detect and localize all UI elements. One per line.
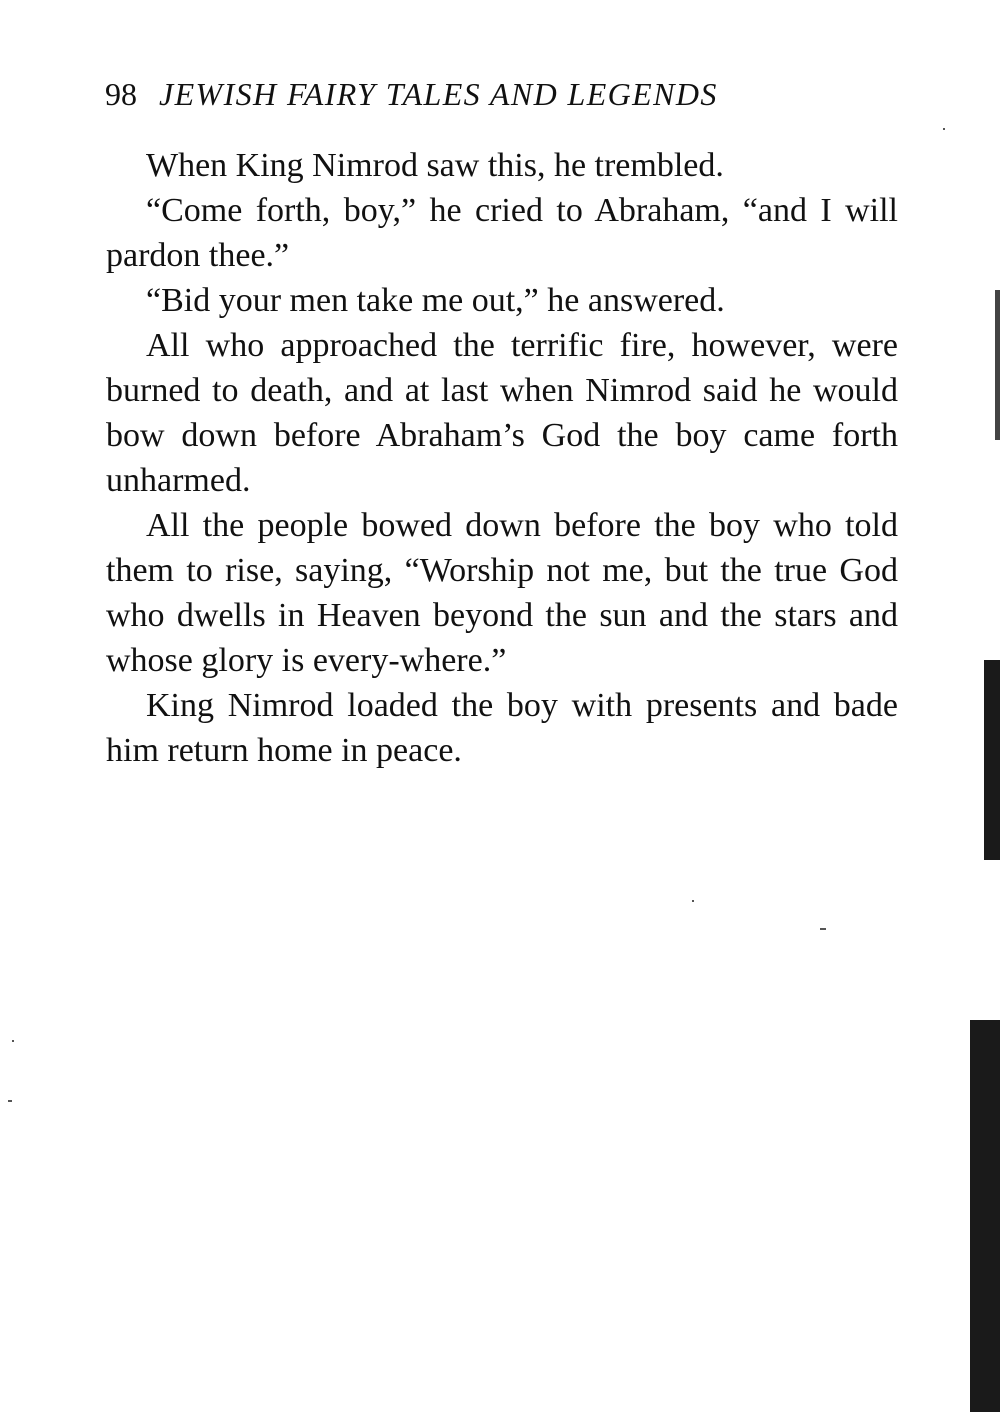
book-title: JEWISH FAIRY TALES AND LEGENDS <box>159 76 718 112</box>
paragraph-people-bowed: All the people bowed down before the boy who told them to rise, saying, “Worship not me, but the true God who dwells in Heaven beyond the sun and the stars and whose glory is every-where.” <box>106 507 898 679</box>
scan-edge-middle <box>984 660 1000 860</box>
paragraph-come-forth: “Come forth, boy,” he cried to Abraham, “and I will pardon thee.” <box>106 192 898 274</box>
body-text <box>106 143 898 773</box>
scan-speck <box>12 1040 14 1042</box>
scan-edge-upper <box>995 290 1000 440</box>
paragraph-nimrod-trembled: When King Nimrod saw this, he trembled. <box>146 147 724 184</box>
paragraph-bid-your-men: “Bid your men take me out,” he answered. <box>146 282 725 319</box>
scan-speck <box>8 1100 12 1102</box>
paragraph-terrific-fire: All who approached the terrific fire, however, were burned to death, and at last when Nimrod said he would bow down before Abraham’s God the boy came forth unharmed. <box>106 327 898 499</box>
scan-speck <box>820 928 826 930</box>
page-number: 98 <box>105 76 137 112</box>
scan-speck <box>943 128 945 130</box>
scan-edge-lower <box>970 1020 1000 1412</box>
paragraph-presents: King Nimrod loaded the boy with presents and bade him return home in peace. <box>106 687 898 769</box>
scan-speck <box>692 900 694 902</box>
running-head <box>105 72 905 116</box>
